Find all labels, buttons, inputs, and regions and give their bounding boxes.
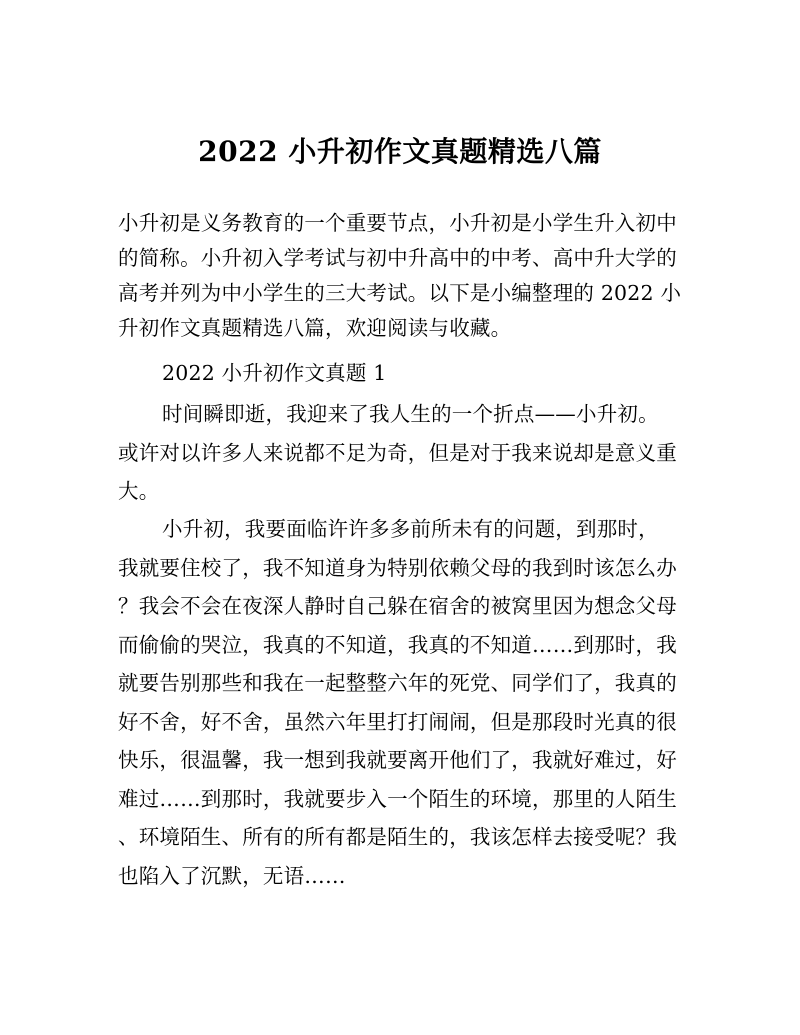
paragraph-line: 大。 (118, 479, 160, 503)
paragraph-line: 就要告别那些和我在一起整整六年的死党、同学们了，我真的 (118, 671, 677, 695)
intro-line: 小升初是义务教育的一个重要节点，小升初是小学生升入初中 (118, 211, 677, 235)
paragraph-1 (118, 395, 684, 511)
intro-line: 升初作文真题精选八篇，欢迎阅读与收藏。 (118, 316, 512, 340)
paragraph-line: 或许对以许多人来说都不足为奇，但是对于我来说却是意义重 (118, 440, 677, 465)
paragraph-line: 难过……到那时，我就要步入一个陌生的环境，那里的人陌生 (118, 786, 677, 811)
paragraph-line: 、环境陌生、所有的所有都是陌生的，我该怎样去接受呢？我 (118, 825, 677, 849)
paragraph-line: 我就要住校了，我不知道身为特别依赖父母的我到时该怎么办 (118, 555, 677, 580)
paragraph-line: 而偷偷的哭泣，我真的不知道，我真的不知道……到那时，我 (118, 632, 677, 657)
intro-line: 的简称。小升初入学考试与初中升高中的中考、高中升大学的 (118, 246, 677, 270)
intro-paragraph (118, 206, 684, 346)
paragraph-line: 小升初，我要面临许许多多前所未有的问题，到那时， (162, 517, 659, 541)
paragraph-line: 好不舍，好不舍，虽然六年里打打闹闹，但是那段时光真的很 (118, 709, 677, 734)
paragraph-line: ？我会不会在夜深人静时自己躲在宿舍的被窝里因为想念父母 (118, 594, 677, 618)
paragraph-line: 快乐，很温馨，我一想到我就要离开他们了，我就好难过，好 (118, 748, 677, 772)
section-heading: 2022 小升初作文真题 1 (162, 361, 387, 385)
paragraph-2 (118, 510, 684, 895)
paragraph-line: 时间瞬即逝，我迎来了我人生的一个折点——小升初。 (162, 402, 659, 426)
paragraph-line: 也陷入了沉默，无语…… (118, 863, 346, 888)
intro-line: 高考并列为中小学生的三大考试。以下是小编整理的 2022 小 (118, 281, 682, 305)
document-title: 2022 小升初作文真题精选八篇 (198, 135, 602, 168)
